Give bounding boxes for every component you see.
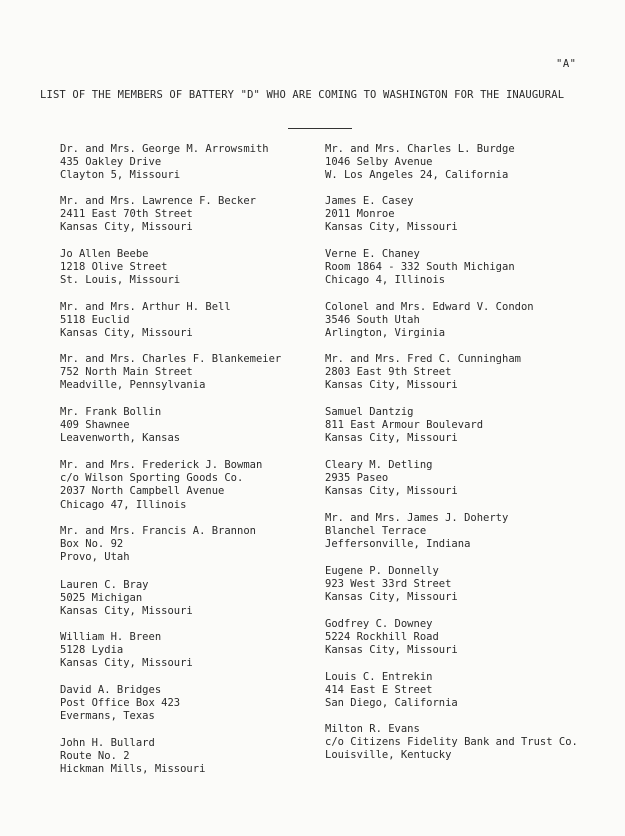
title-underline — [288, 128, 352, 129]
address-line: 2011 Monroe — [325, 208, 395, 221]
address-line: Kansas City, Missouri — [325, 221, 458, 234]
address-entry — [60, 353, 360, 393]
address-line: 752 North Main Street — [60, 366, 193, 379]
address-entry — [60, 406, 360, 446]
address-entry — [60, 631, 360, 671]
member-name: James E. Casey — [325, 195, 414, 207]
member-name: Mr. and Mrs. Lawrence F. Becker — [60, 195, 256, 207]
address-entry — [325, 195, 625, 235]
address-line: Kansas City, Missouri — [325, 591, 458, 604]
address-line: Evermans, Texas — [60, 710, 155, 723]
member-name: Mr. Frank Bollin — [60, 406, 162, 418]
address-line: 5224 Rockhill Road — [325, 631, 439, 644]
address-entry — [60, 684, 360, 724]
address-entry — [325, 618, 625, 658]
address-line: 1218 Olive Street — [60, 261, 168, 274]
address-entry — [60, 248, 360, 288]
address-entry — [325, 248, 625, 288]
address-line: Room 1864 - 332 South Michigan — [325, 261, 515, 274]
address-line: c/o Citizens Fidelity Bank and Trust Co. — [325, 736, 578, 749]
member-name: Jo Allen Beebe — [60, 248, 149, 260]
address-entry — [325, 671, 625, 711]
address-entry — [325, 301, 625, 341]
member-name: Mr. and Mrs. Arthur H. Bell — [60, 301, 231, 313]
address-line: Kansas City, Missouri — [60, 657, 193, 670]
address-line: St. Louis, Missouri — [60, 274, 181, 287]
address-line: Chicago 4, Illinois — [325, 274, 446, 287]
address-entry — [325, 723, 625, 763]
address-line: Clayton 5, Missouri — [60, 169, 181, 182]
address-entry — [60, 737, 360, 777]
member-name: David A. Bridges — [60, 684, 162, 696]
address-line: Meadville, Pennsylvania — [60, 379, 206, 392]
address-entry — [325, 406, 625, 446]
member-name: Louis C. Entrekin — [325, 671, 433, 683]
address-line: Jeffersonville, Indiana — [325, 538, 471, 551]
address-line: 5128 Lydia — [60, 644, 124, 657]
address-line: Kansas City, Missouri — [325, 432, 458, 445]
member-name: Lauren C. Bray — [60, 579, 149, 591]
address-line: Kansas City, Missouri — [325, 379, 458, 392]
address-line: Hickman Mills, Missouri — [60, 763, 206, 776]
member-name: Colonel and Mrs. Edward V. Condon — [325, 301, 534, 313]
address-line: Route No. 2 — [60, 750, 130, 763]
member-name: Dr. and Mrs. George M. Arrowsmith — [60, 143, 269, 155]
address-line: Leavenworth, Kansas — [60, 432, 181, 445]
member-name: Godfrey C. Downey — [325, 618, 433, 630]
address-line: 409 Shawnee — [60, 419, 130, 432]
member-name: Mr. and Mrs. Fred C. Cunningham — [325, 353, 521, 365]
address-line: 5025 Michigan — [60, 592, 143, 605]
address-line: Kansas City, Missouri — [60, 605, 193, 618]
member-name: Mr. and Mrs. Francis A. Brannon — [60, 525, 256, 537]
member-name: Verne E. Chaney — [325, 248, 420, 260]
member-name: Mr. and Mrs. Charles L. Burdge — [325, 143, 515, 155]
address-line: Kansas City, Missouri — [60, 221, 193, 234]
member-name: Mr. and Mrs. James J. Doherty — [325, 512, 509, 524]
address-entry — [60, 579, 360, 619]
address-entry — [325, 565, 625, 605]
address-entry — [325, 459, 625, 499]
address-line: W. Los Angeles 24, California — [325, 169, 509, 182]
address-line: 811 East Armour Boulevard — [325, 419, 484, 432]
document-title: LIST OF THE MEMBERS OF BATTERY "D" WHO ARE COMING TO WASHINGTON FOR THE INAUGURAL — [40, 89, 565, 101]
address-line: Provo, Utah — [60, 551, 130, 564]
address-entry — [60, 301, 360, 341]
address-entry — [60, 459, 360, 512]
address-entry — [60, 143, 360, 183]
address-line: Arlington, Virginia — [325, 327, 446, 340]
address-line: 2037 North Campbell Avenue — [60, 485, 225, 498]
address-line: 414 East E Street — [325, 684, 433, 697]
address-line: Kansas City, Missouri — [325, 485, 458, 498]
address-line: Blanchel Terrace — [325, 525, 427, 538]
member-name: Eugene P. Donnelly — [325, 565, 439, 577]
address-entry — [60, 525, 360, 565]
address-entry — [325, 512, 625, 552]
address-entry — [325, 143, 625, 183]
address-line: Kansas City, Missouri — [60, 327, 193, 340]
address-line: San Diego, California — [325, 697, 458, 710]
member-name: Mr. and Mrs. Charles F. Blankemeier — [60, 353, 282, 365]
address-line: 923 West 33rd Street — [325, 578, 452, 591]
address-line: 2935 Paseo — [325, 472, 389, 485]
address-line: Post Office Box 423 — [60, 697, 181, 710]
address-line: Box No. 92 — [60, 538, 124, 551]
address-line: c/o Wilson Sporting Goods Co. — [60, 472, 244, 485]
address-line: Louisville, Kentucky — [325, 749, 452, 762]
address-line: Kansas City, Missouri — [325, 644, 458, 657]
address-line: Chicago 47, Illinois — [60, 498, 187, 511]
member-name: Milton R. Evans — [325, 723, 420, 735]
address-line: 5118 Euclid — [60, 314, 130, 327]
address-line: 2411 East 70th Street — [60, 208, 193, 221]
address-line: 435 Oakley Drive — [60, 156, 162, 169]
member-name: Cleary M. Detling — [325, 459, 433, 471]
member-name: Mr. and Mrs. Frederick J. Bowman — [60, 459, 263, 471]
member-name: John H. Bullard — [60, 737, 155, 749]
address-entry — [325, 353, 625, 393]
address-line: 2803 East 9th Street — [325, 366, 452, 379]
address-line: 1046 Selby Avenue — [325, 156, 433, 169]
address-entry — [60, 195, 360, 235]
page-mark: "A" — [556, 58, 577, 70]
member-name: Samuel Dantzig — [325, 406, 414, 418]
address-line: 3546 South Utah — [325, 314, 420, 327]
member-name: William H. Breen — [60, 631, 162, 643]
